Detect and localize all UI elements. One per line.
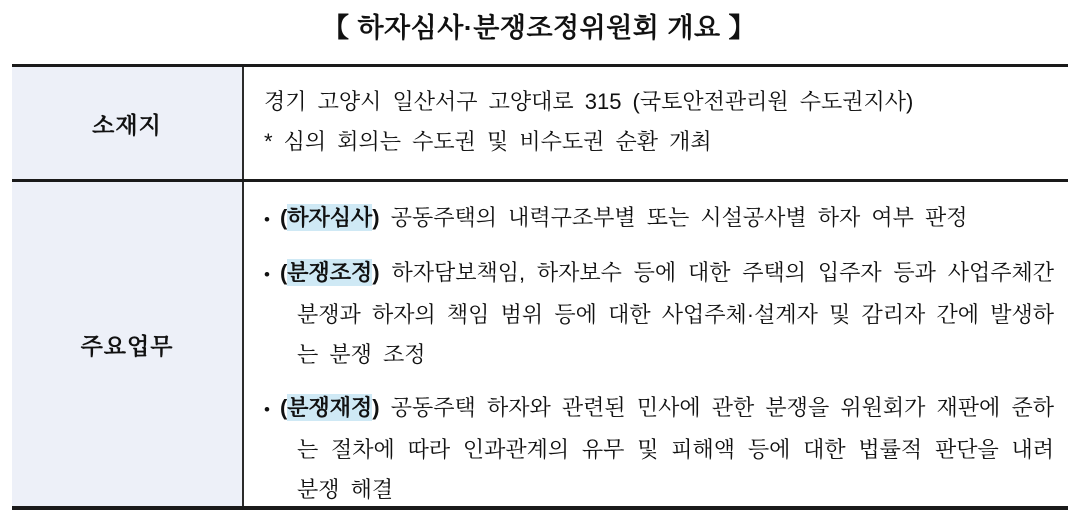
- duty-item-dispute-mediation: [264, 253, 1054, 375]
- paren-open: (: [279, 395, 288, 420]
- row-content-duties: [244, 182, 1068, 506]
- duty-desc: 공동주택의 내력구조부별 또는 시설공사별 하자 여부 판정: [390, 205, 968, 230]
- row-header-location: 소재지: [12, 67, 244, 179]
- duty-desc: 하자담보책임, 하자보수 등에 대한 주택의 입주자 등과 사업주체간 분쟁과 하자의 책임 범위 등에 대한 사업주체·설계자 및 감리자 간에 발생하는 분쟁 조정: [297, 260, 1054, 367]
- duty-term-group: [280, 259, 380, 286]
- overview-table: [12, 64, 1068, 510]
- duty-term-group: [280, 204, 380, 231]
- bullet-icon: •: [264, 265, 270, 284]
- address-line: 경기 고양시 일산서구 고양대로 315 (국토안전관리원 수도권지사): [264, 89, 914, 114]
- paren-close: ): [372, 205, 380, 230]
- bullet-icon: •: [264, 400, 270, 419]
- meeting-note-line: * 심의 회의는 수도권 및 비수도권 순환 개최: [264, 129, 712, 154]
- page-title: 【 하자심사·분쟁조정위원회 개요 】: [321, 13, 757, 43]
- table-row-location: [12, 67, 1068, 182]
- duty-item-dispute-adjudication: [264, 388, 1054, 506]
- duty-term: 하자심사: [287, 205, 373, 230]
- table-row-duties: [12, 182, 1068, 506]
- paren-close: ): [372, 395, 380, 420]
- paren-open: (: [279, 260, 288, 285]
- bullet-icon: •: [264, 210, 270, 229]
- duty-desc: 공동주택 하자와 관련된 민사에 관한 분쟁을 위원회가 재판에 준하는 절차에 따라 인과관계의 유무 및 피해액 등에 대한 법률적 판단을 내려 분쟁 해결: [297, 395, 1054, 502]
- duty-term: 분쟁조정: [287, 260, 373, 285]
- duty-item-defect-review: [264, 198, 1054, 240]
- paren-close: ): [372, 260, 380, 285]
- paren-open: (: [279, 205, 288, 230]
- row-header-duties: 주요업무: [12, 182, 244, 506]
- row-content-location: [244, 67, 1068, 179]
- duty-term-group: [280, 394, 380, 421]
- duty-term: 분쟁재정: [287, 395, 373, 420]
